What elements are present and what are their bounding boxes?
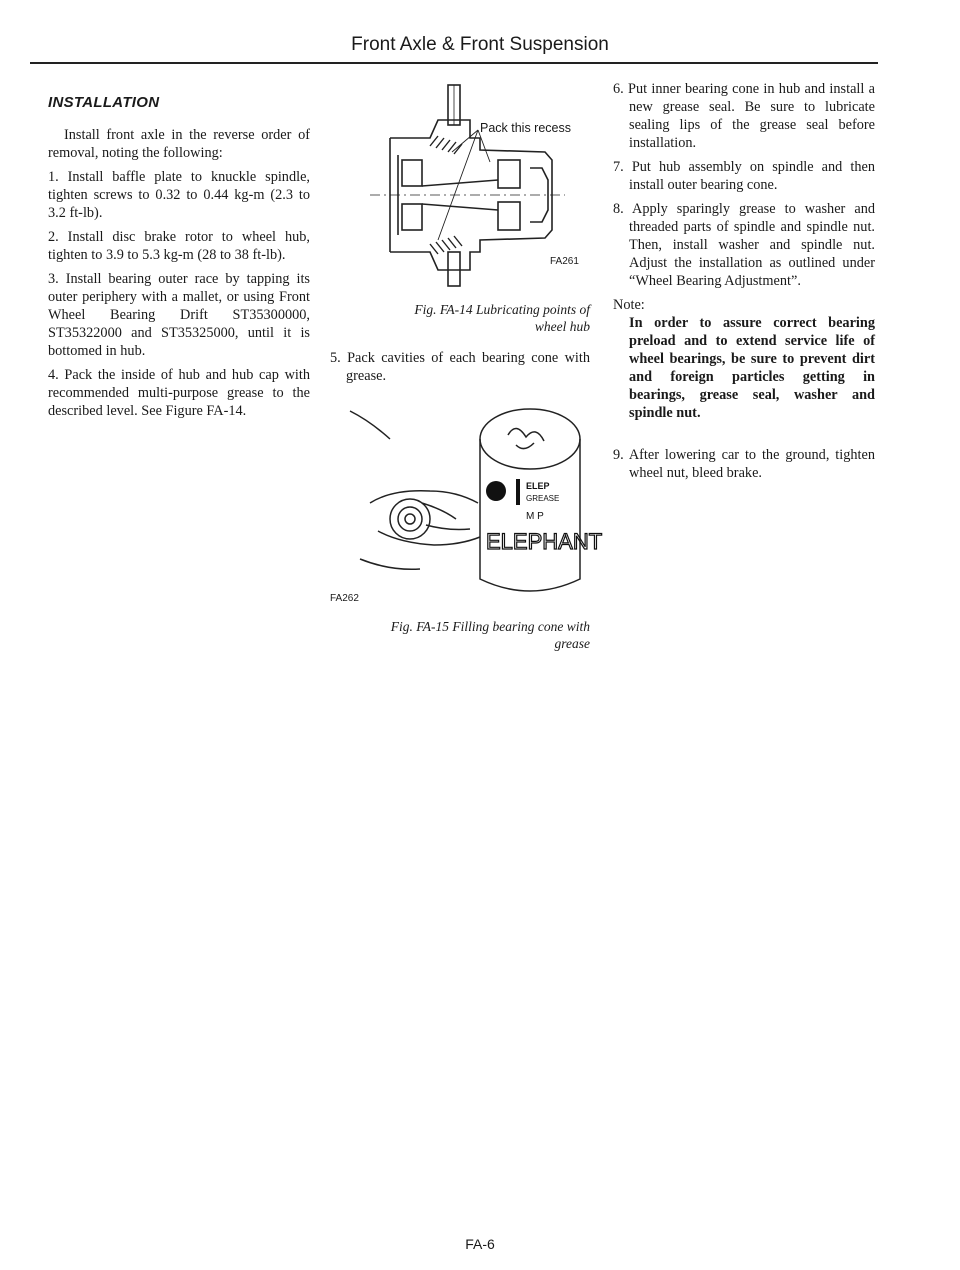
step-9: 9. After lowering car to the ground, tighten wheel nut, bleed brake. <box>613 447 875 481</box>
right-column <box>613 80 875 488</box>
grease-filling-illustration <box>330 391 603 611</box>
step-7: 7. Put hub assembly on spindle and then install outer bearing cone. <box>613 159 875 193</box>
section-title: INSTALLATION <box>48 94 160 111</box>
note-text: In order to assure correct bearing preload and to extend service life of wheel bearings, be sure to prevent dirt and foreign particles getting in bearings, grease seal, washer and spindle nut. <box>629 315 875 421</box>
can-brand-label: ELEPHANT <box>486 529 603 554</box>
step-8: 8. Apply sparingly grease to washer and threaded parts of spindle and spindle nut. Then, install washer and spindle nut. Adjust the installation as outlined under “Wheel Bearing Adjustment”. <box>613 201 875 289</box>
svg-text:GREASE: GREASE <box>526 494 560 503</box>
note-label: Note: <box>613 297 645 313</box>
step-4: 4. Pack the inside of hub and hub cap with recommended multi-purpose grease to the described level. See Figure FA-14. <box>48 367 310 419</box>
step-6: 6. Put inner bearing cone in hub and install a new grease seal. Be sure to lubricate sealing lips of the grease seal before installation. <box>613 81 875 151</box>
page-header: Front Axle & Front Suspension <box>351 34 609 55</box>
can-sub-label: M P <box>526 511 544 522</box>
intro-paragraph: Install front axle in the reverse order of removal, noting the following: <box>48 127 310 161</box>
step-5: 5. Pack cavities of each bearing cone with grease. <box>330 350 590 384</box>
svg-text:ELEP: ELEP <box>526 481 550 491</box>
fig15-caption-line2: grease <box>554 636 590 651</box>
fig15-caption-line1: Fig. FA-15 Filling bearing cone with <box>390 619 590 634</box>
fig14-caption <box>330 301 590 335</box>
step-2: 2. Install disc brake rotor to wheel hub, tighten to 3.9 to 5.3 kg-m (28 to 38 ft-lb). <box>48 229 310 263</box>
step-1: 1. Install baffle plate to knuckle spindle, tighten screws to 0.32 to 0.44 kg-m (2.3 to 3.2 ft-lb). <box>48 169 310 221</box>
fig14-caption-line1: Fig. FA-14 Lubricating points of <box>414 302 590 317</box>
figure-fa14 <box>330 80 590 335</box>
figure-fa15 <box>330 391 603 652</box>
page-number: FA-6 <box>465 1236 495 1252</box>
left-column <box>48 80 310 426</box>
middle-column <box>330 80 603 666</box>
fig14-code: FA261 <box>550 256 579 267</box>
recess-label: Pack this recess <box>480 121 572 135</box>
wheel-hub-diagram <box>330 80 590 290</box>
fig14-caption-line2: wheel hub <box>534 319 590 334</box>
header-rule <box>30 62 878 64</box>
step-3: 3. Install bearing outer race by tapping its outer periphery with a mallet, or using Front Wheel Bearing Drift ST35300000, ST35322000 and ST35325000, until it is bottomed in hub. <box>48 271 310 359</box>
fig15-caption <box>330 618 590 652</box>
fig15-code: FA262 <box>330 593 359 604</box>
